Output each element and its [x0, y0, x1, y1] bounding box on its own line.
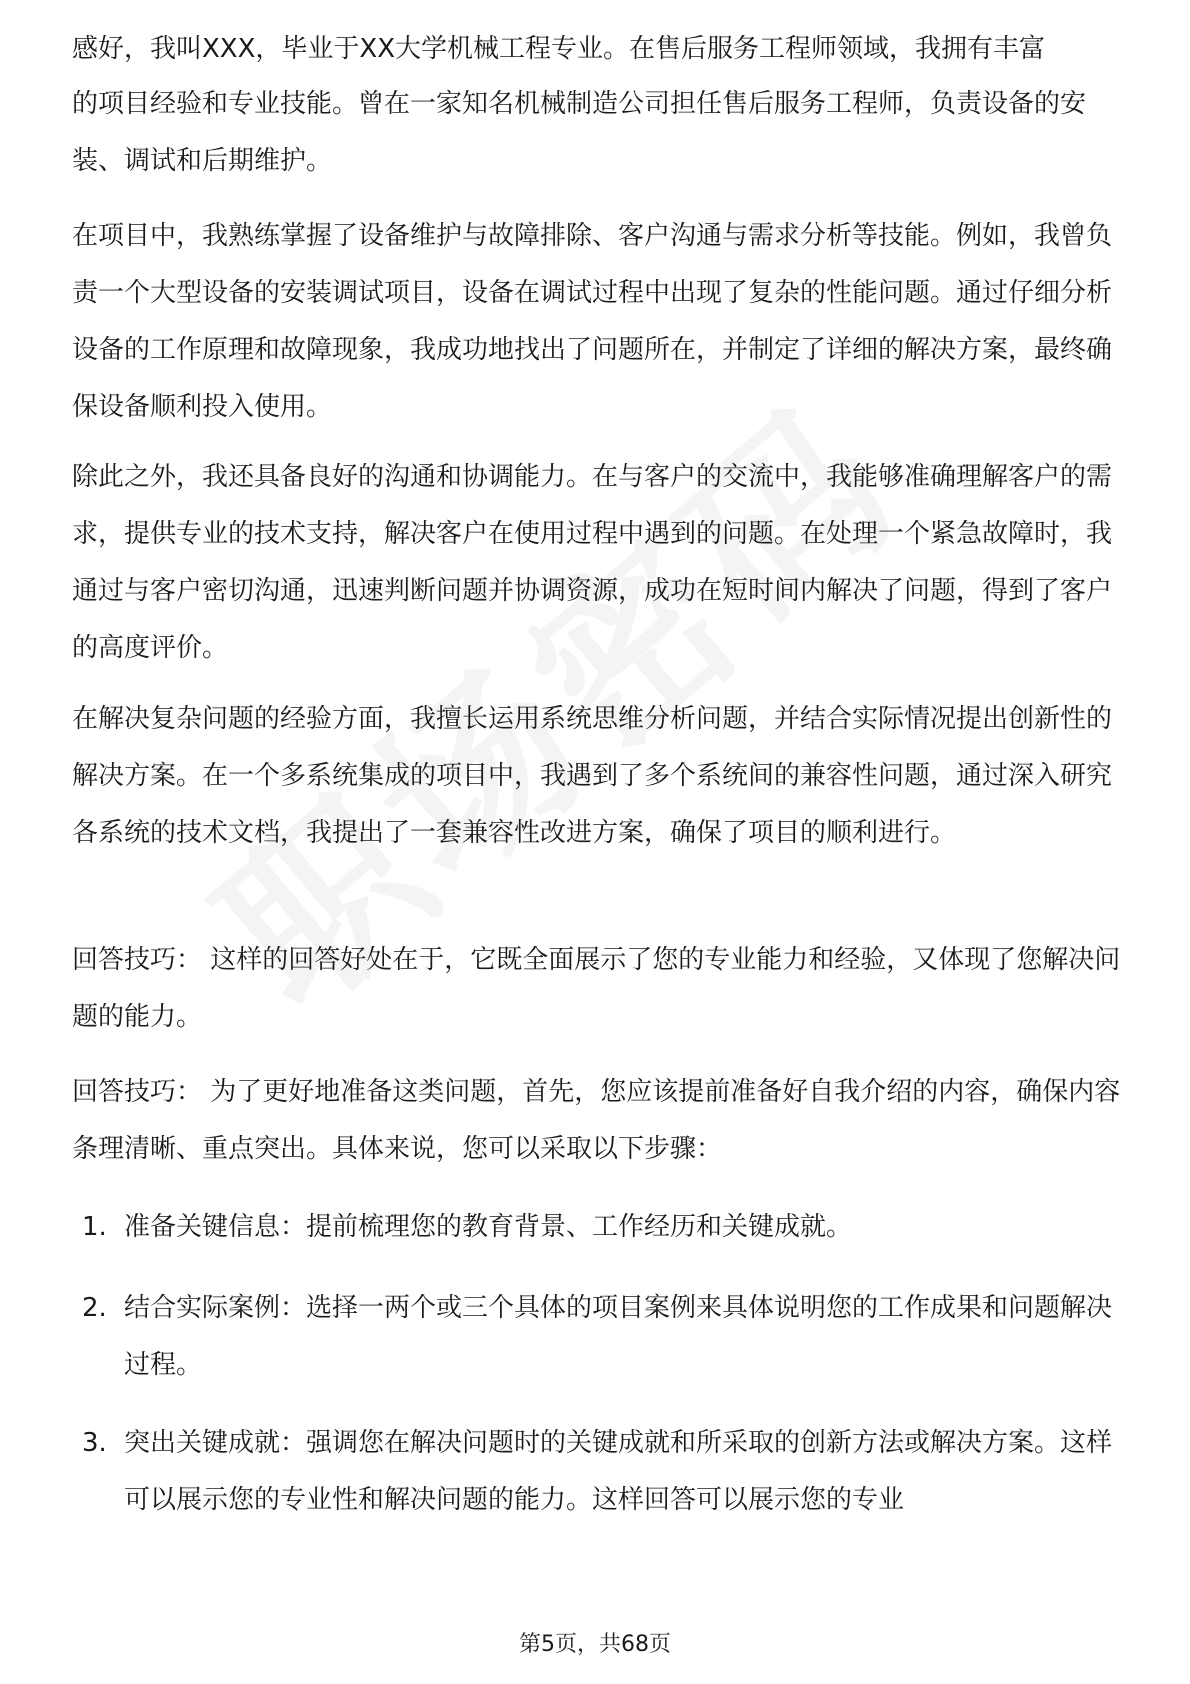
list-item-text: 结合实际案例：选择一两个或三个具体的项目案例来具体说明您的工作成果和问题解决过程。: [124, 1293, 1113, 1380]
paragraph-project-skills: 在项目中，我熟练掌握了设备维护与故障排除、客户沟通与需求分析等技能。例如，我曾负责一个大型设备的安装调试项目，设备在调试过程中出现了复杂的性能问题。通过仔细分析设备的工作原理和故障现象，我成功地找出了问题所在，并制定了详细的解决方案，最终确保设备顺利投入使用。: [72, 221, 1113, 422]
list-number: 3.: [82, 1428, 107, 1458]
preparation-steps-list-cont-2: [72, 1415, 1122, 1529]
paragraph-communication: 除此之外，我还具备良好的沟通和协调能力。在与客户的交流中，我能够准确理解客户的需求，提供专业的技术支持，解决客户在使用过程中遇到的问题。在处理一个紧急故障时，我通过与客户密切沟通，迅速判断问题并协调资源，成功在短时间内解决了问题，得到了客户的高度评价。: [72, 462, 1113, 663]
cut-off-top-line: 感好，我叫XXX，毕业于XX大学机械工程专业。在售后服务工程师领域，我拥有丰富: [72, 34, 1046, 64]
paragraph-complex-problems: 在解决复杂问题的经验方面，我擅长运用系统思维分析问题，并结合实际情况提出创新性的解决方案。在一个多系统集成的项目中，我遇到了多个系统间的兼容性问题，通过深入研究各系统的技术文档，我提出了一套兼容性改进方案，确保了项目的顺利进行。: [72, 704, 1113, 848]
preparation-steps-list-cont: [72, 1280, 1122, 1394]
list-item: [72, 1415, 1122, 1529]
list-item-text: 准备关键信息：提前梳理您的教育背景、工作经历和关键成就。: [124, 1212, 853, 1242]
list-number: 1.: [82, 1212, 107, 1242]
paragraph-answer-tip-1: 回答技巧： 这样的回答好处在于，它既全面展示了您的专业能力和经验，又体现了您解决问题的能力。: [72, 945, 1121, 1032]
list-item-text: 突出关键成就：强调您在解决问题时的关键成就和所采取的创新方法或解决方案。这样可以展示您的专业性和解决问题的能力。这样回答可以展示您的专业: [124, 1428, 1113, 1515]
list-item: [72, 1280, 1122, 1394]
list-number: 2.: [82, 1293, 107, 1323]
paragraph-experience-intro: 的项目经验和专业技能。曾在一家知名机械制造公司担任售后服务工程师，负责设备的安装、调试和后期维护。: [72, 89, 1087, 176]
list-item: [72, 1199, 1122, 1256]
paragraph-answer-tip-2: 回答技巧： 为了更好地准备这类问题，首先，您应该提前准备好自我介绍的内容，确保内容条理清晰、重点突出。具体来说，您可以采取以下步骤：: [72, 1077, 1121, 1164]
preparation-steps-list: [72, 1199, 1122, 1256]
page-number-footer: 第5页，共68页: [519, 1632, 671, 1657]
